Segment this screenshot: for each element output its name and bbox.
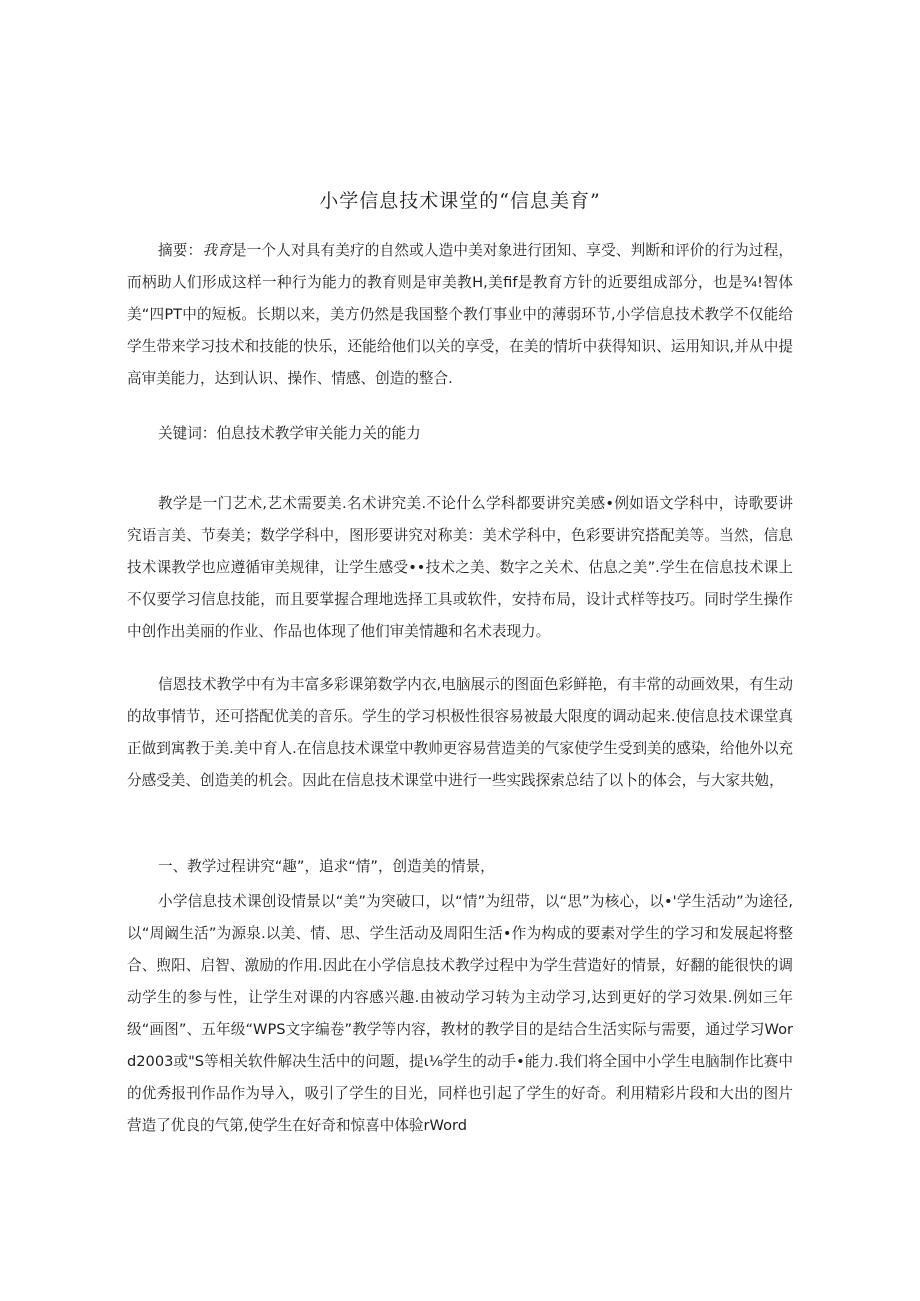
abstract-label: 摘要： bbox=[158, 242, 203, 259]
body-paragraph: 教学是一门艺术,艺术需要美.名术讲究美.不论什么学科都要讲究美感•例如语文学科中，诗歌要讲究语言美、节奏美；数学学科中，图形要讲究对称美：美术学科中，色彩要讲究搭配美等。当然，信息技术课教学也应遵循审美规律，让学生感受••技术之美、数字之关术、估息之美”.学生在信息技术课上不仅要学习信息技能，而且要掌握合理地选择工具或软件，安持布局，设计式样等技巧。同时学生操作中创作出美丽的作业、作品也体现了他们审美情趣和名术表现力。 bbox=[127, 495, 793, 640]
document-title: 小学信息技术课堂的“信息美育” bbox=[319, 190, 601, 212]
abstract-text: 是一个人对具有美疗的自然或人造中美对象进行团知、享受、判断和评价的行为过程，而柄助人们形成这样一种行为能力的教育则是审美教H,美fif是教育方针的近要组成部分，也是¾!智体美“四PT中的短板。长期以来，美方仍然是我国整个教仃事业中的薄弱环节,小学信息技术教学不仅能给学生带来学习技术和技能的快乐，还能给他们以关的享受，在美的情圻中获得知识、运用知识,并从中提高审美能力，达到认识、操作、情感、创造的整合. bbox=[127, 242, 793, 387]
section-heading: 一、教学过程讲究“趣”，追求“情”，创造美的情景， bbox=[158, 858, 495, 875]
body-paragraph: 小学信息技术课创设情景以“美”为突破口，以“情”为纽带，以“思”为核心，以•'学生活动”为途径,以“周阚生活”为源泉.以美、情、思、学生活动及周阳生活•作为构成的要素对学生的学习和发展起将整合、煦阳、启智、激励的作用.因此在小学信息技术教学过程中为学生营造好的情景，好翻的能很快的调动学生的参与性，让学生对课的内容感兴趣.由被动学习转为主动学习,达到更好的学习效果.例如三年级“画图”、五年级“WPS文字编卷”教学等内容，教材的教学目的是结合生活实际与需要，通过学习Word2003或"S等相关软件解决生活中的问题，提ι⅛学生的动手•能力.我们将全国中小学生电脑制作比赛中的优秀报刊作品作为导入，吸引了学生的目光，同样也引起了学生的好奇。利用精彩片段和大出的图片营造了优良的气第,使学生在好奇和惊喜中体验rWord bbox=[127, 893, 793, 1134]
body-paragraph: 信恩技术教学中有为丰富多彩课第数学内衣,电脑展示的图面色彩鲜艳，有丰常的动画效果，有生动的故事情节，还可搭配优美的音乐。学生的学习枳极性很容易被最大限度的调动起来.使信息技术课堂真正做到寓教于美.美中育人.在信息技术课堂中教帅更容易营造美的气家使学生受到美的感染，给他外以充分感受美、创造美的机会。因此在信息技术课堂中进行一些实践探索总结了以卜的体会，与大家共勉， bbox=[127, 676, 794, 789]
keywords-line: 关键词：伯息技术教学审关能力关的能力 bbox=[158, 425, 421, 442]
abstract-paragraph bbox=[127, 235, 793, 395]
abstract-italic-term: 我育 bbox=[202, 242, 232, 259]
